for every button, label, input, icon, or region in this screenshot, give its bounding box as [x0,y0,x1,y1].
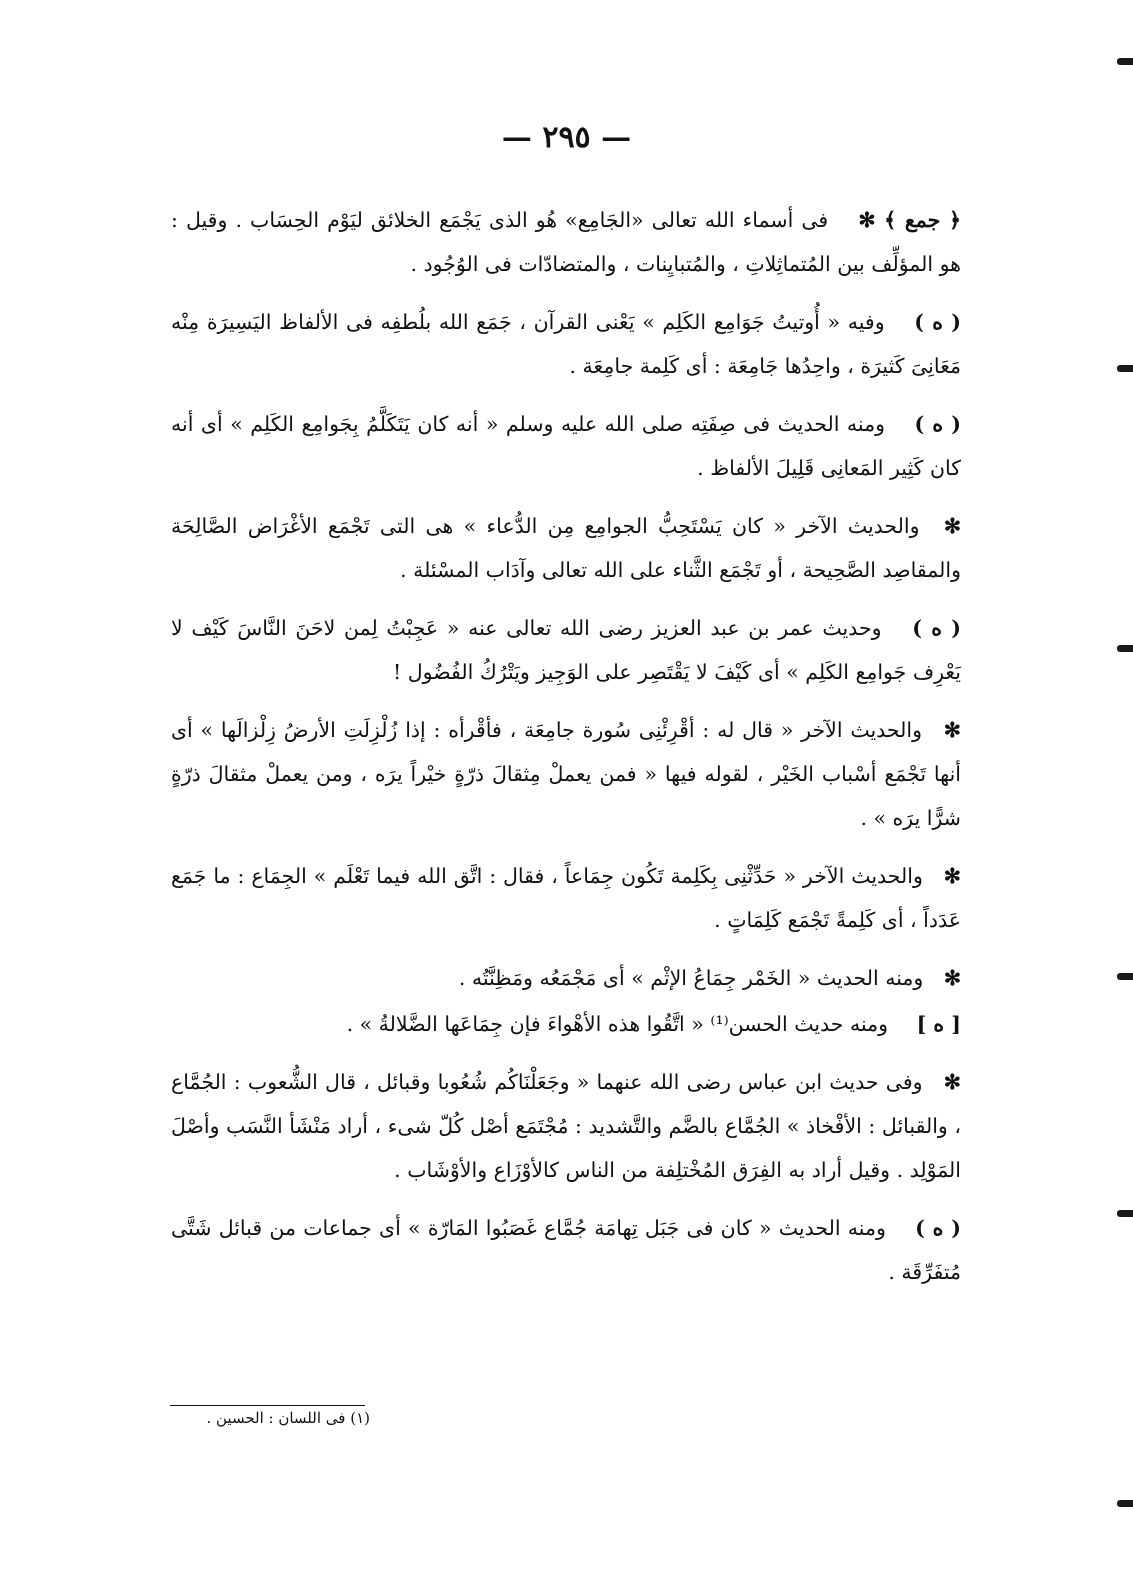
entry-text: والحديث الآخر « قال له : أقْرِئْنِى سُورة جامِعَة ، فأقْرأه : إذا زُلْزِلَتِ الأرضُ زِلْزالَها » أى أنها تَجْمَع أسْباب الخَيْر ، لقوله فيها « فمن يعملْ مِثقالَ ذرّةٍ خيْراً يرَه ، ومن يعملْ مثقالَ ذرّةٍ شرًّا يرَه » . [171,718,961,830]
page-edge-mark [1117,365,1133,372]
footnote: (١) فى اللسان : الحسين . [206,1409,370,1427]
entry-text: والحديث الآخر « حَدِّثْنِى بِكَلِمة تَكُون جِمَاعاً ، فقال : اتَّق الله فيما تَعْلَم » الجِمَاع : ما جَمَع عَدَداً ، أى كَلِمةً تَجْمَع كَلِمَاتٍ . [171,864,961,932]
entry-hadith [171,1002,961,1046]
entry-jam [171,198,961,286]
entry-marker: ﴿ جمع ﴾ ✻ [858,208,961,232]
entry-hadith [171,504,961,592]
entry-hadith [171,300,961,388]
entry-text: ومنه الحديث فى صِفَتِه صلى الله عليه وسلم « أنه كان يَتَكَلَّمُ بِجَوامِع الكَلِم » أى أنه كان كَثِير المَعانِى قَلِيلَ الألفاظ . [171,412,961,480]
entry-text: وفيه « أُوتيتُ جَوَامِع الكَلِم » يَعْنى القرآن ، جَمَع الله بلُطفِه فى الألفاظ اليَسِيرَة مِنْه مَعَانِىَ كَثيرَة ، واحِدُها جَامِعَة : أى كَلِمة جامِعَة . [171,310,961,378]
entry-text: وفى حديث ابن عباس رضى الله عنهما « وجَعَلْنَاكُم شُعُوبا وقبائل ، قال الشُّعوب : الجُمَّاع ، والقبائل : الأفْخاذ » الجُمَّاع بالضَّم والتَّشديد : مُجْتَمَع أصْل كُلّ شىء ، أراد مَنْشَأ النَّسَب وأصْلَ المَوْلِد . وقيل أراد به الفِرَق المُخْتلِفة من الناس كالأوْزَاع والأوْشَاب . [171,1070,961,1182]
entry-marker-star: ✻ [943,1070,961,1094]
page-number: — ٢٩٥ — [501,120,632,155]
entry-marker-star: ✻ [943,718,961,742]
entry-marker-star: ✻ [943,966,961,990]
entry-text: والحديث الآخر « كان يَسْتَحِبُّ الجوامِع مِن الدُّعاء » هى التى تَجْمَع الأغْرَاض الصَّالِحَة والمقاصِد الصَّحِيحة ، أو تَجْمَع الثَّناء على الله تعالى وآدَاب المسْئلة . [171,514,961,582]
entry-text: ومنه الحديث « الخَمْر جِمَاعُ الإثْم » أى مَجْمَعُه ومَظِنَّتُه . [458,966,924,990]
entry-marker-star: ✻ [943,864,961,888]
entry-marker: [ ه ] [916,1012,961,1036]
entry-text: وحديث عمر بن عبد العزيز رضى الله تعالى عنه « عَجِبْتُ لِمن لاحَنَ النَّاسَ كَيْف لا يَعْرِف جَوامِع الكَلِم » أى كَيْفَ لا يَقْتَصِر على الوَجِيز ويَتْرُكُ الفُضُول ! [171,616,961,684]
entry-hadith [171,854,961,942]
entry-marker: ( ه ) [915,1216,961,1240]
entry-text: فى أسماء الله تعالى «الجَامِع» هُو الذى يَجْمَع الخلائق ليَوْم الحِسَاب . وقيل : هو المؤلِّف بين المُتماثِلاتِ ، والمُتبايِنات ، والمتضادّات فى الوُجُود . [171,208,961,276]
page-edge-mark [1117,973,1133,980]
entry-text: ومنه حديث الحسن⁽¹⁾ « اتَّقُوا هذه الأهْواءَ فإن جِمَاعَها الضَّلالةُ » . [346,1012,889,1036]
page-edge-mark [1117,58,1133,65]
entry-hadith [171,956,961,1000]
entry-marker: ( ه ) [914,412,961,436]
page-edge-mark [1117,645,1133,652]
entry-marker-star: ✻ [943,514,961,538]
entry-hadith [171,708,961,840]
entry-marker: ( ه ) [914,310,961,334]
entry-hadith [171,1206,961,1294]
page-edge-mark [1117,1500,1133,1507]
page-body [171,198,961,1308]
page-edge-mark [1117,1210,1133,1217]
entry-text: ومنه الحديث « كان فى جَبَل تِهامَة جُمَّاع غَصَبُوا المَارّة » أى جماعات من قبائل شَتَّى مُتفَرِّقَة . [171,1216,961,1284]
entry-marker: ( ه ) [912,616,961,640]
entry-hadith [171,606,961,694]
entry-hadith [171,402,961,490]
entry-hadith [171,1060,961,1192]
